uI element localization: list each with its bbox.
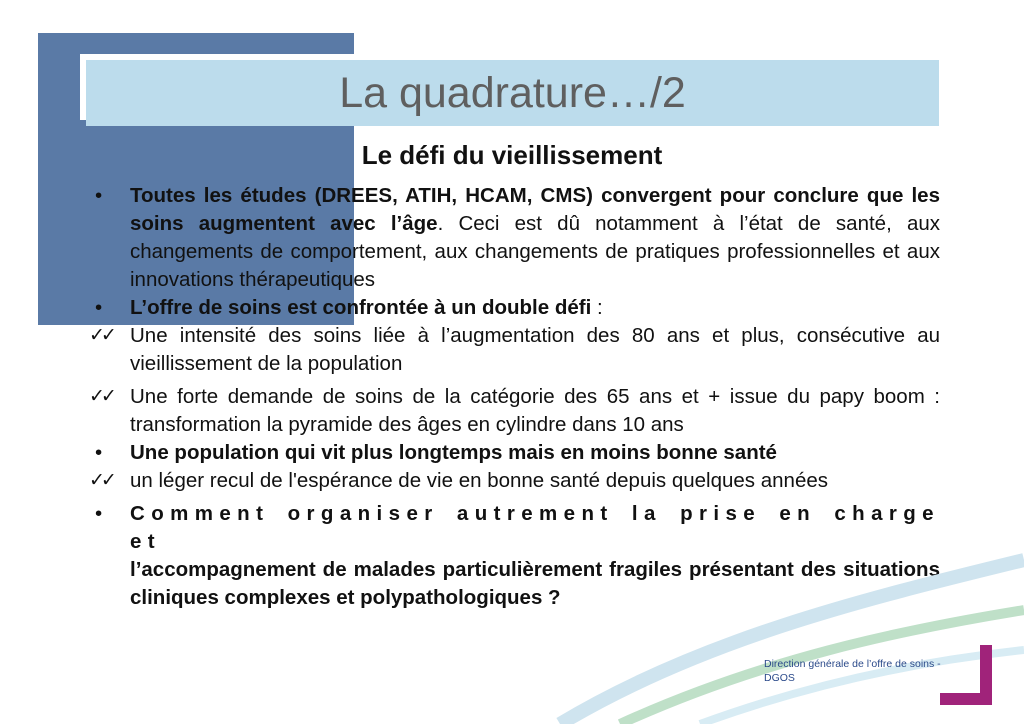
bullet-marker: •	[95, 296, 103, 319]
check-item	[89, 467, 940, 495]
bullet-text: . Ceci est dû notamment à l’état de santé, aux changements de comportement, aux changements de pratiques professionnelles et aux innovations thérapeutiques	[130, 212, 940, 291]
corner-accent	[940, 693, 992, 705]
slide-subtitle: Le défi du vieillissement	[361, 140, 663, 170]
bullet-bold-text: Toutes les études (DREES, ATIH, HCAM, CMS) convergent pour conclure que les soins augmentent avec l’âge	[130, 184, 940, 235]
bullet-bold-text: l’accompagnement de malades particulièrement fragiles présentant des situations cliniques complexes et polypathologiques ?	[130, 558, 940, 609]
bullet-spaced-text: Comment organiser autrement la prise en charge et	[130, 502, 940, 553]
bullet-bold-text: Une population qui vit plus longtemps mais en moins bonne santé	[130, 441, 777, 464]
bullet-text: :	[591, 296, 603, 319]
bullet-bold-text: L’offre de soins est confrontée à un double défi	[130, 296, 592, 319]
check-icon: ✓✓	[89, 386, 113, 407]
bullet-marker: •	[95, 184, 103, 207]
slide-content	[89, 182, 940, 612]
bullet-item	[95, 500, 940, 612]
check-icon: ✓✓	[89, 325, 113, 346]
check-text: un léger recul de l'espérance de vie en bonne santé depuis quelques années	[130, 469, 829, 492]
check-text: Une forte demande de soins de la catégorie des 65 ans et + issue du papy boom : transformation la pyramide des âges en cylindre dans 10 ans	[130, 385, 940, 436]
check-item	[89, 322, 940, 378]
footer-organization: Direction générale de l’offre de soins - DGOS	[764, 658, 941, 684]
check-icon: ✓✓	[89, 470, 113, 491]
bullet-item	[95, 439, 940, 467]
bullet-marker: •	[95, 441, 103, 464]
check-item	[89, 383, 940, 439]
check-text: Une intensité des soins liée à l’augmentation des 80 ans et plus, consécutive au vieillissement de la population	[130, 324, 940, 375]
slide-title: La quadrature…/2	[339, 69, 686, 117]
bullet-item	[95, 182, 940, 294]
bullet-marker: •	[95, 502, 103, 525]
bullet-item	[95, 294, 940, 322]
